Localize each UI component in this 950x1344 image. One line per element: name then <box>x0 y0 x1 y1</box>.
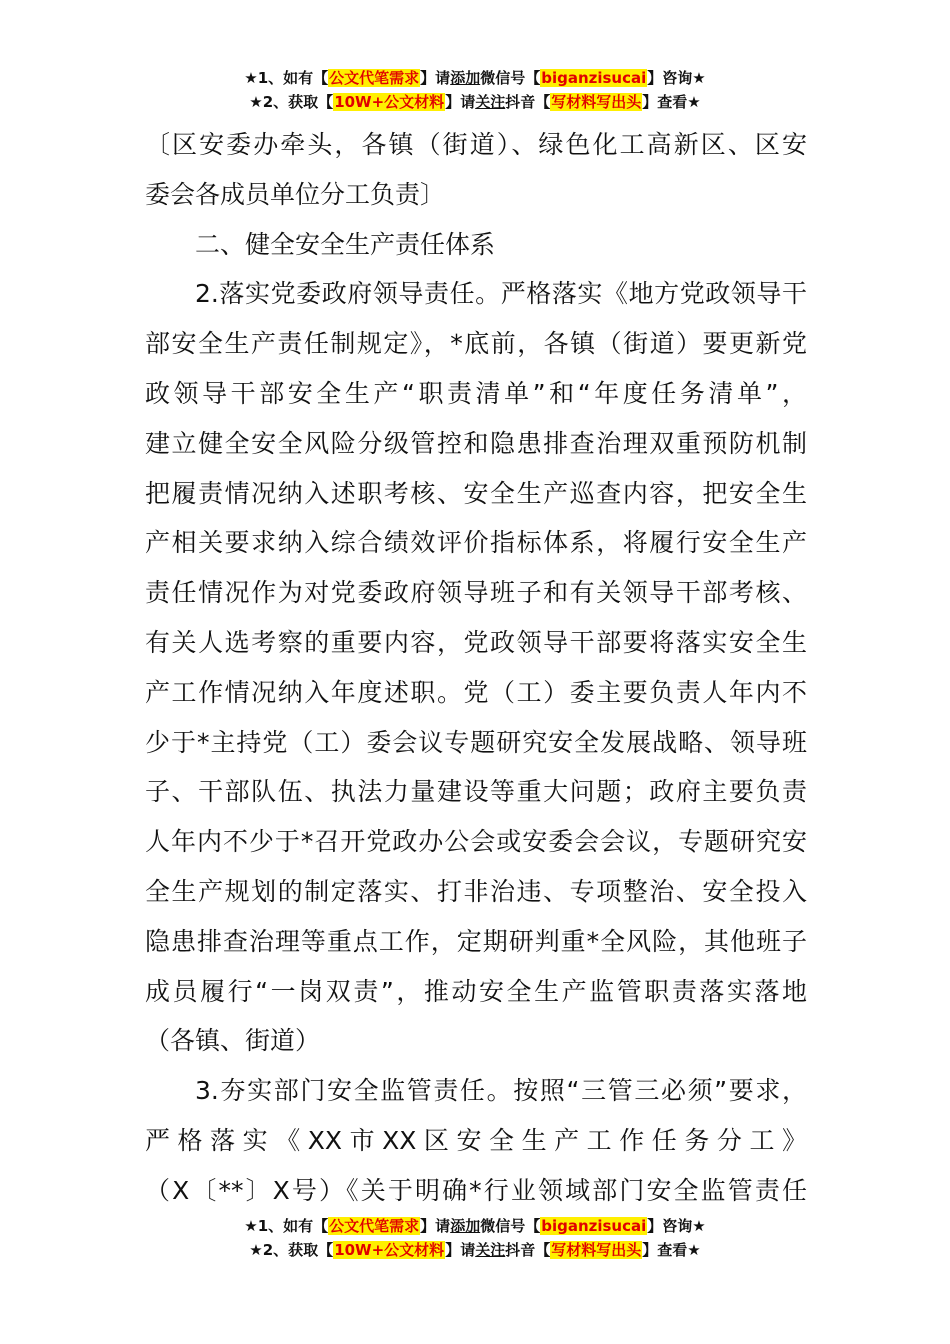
underlined-text: 关注 <box>475 1241 506 1259</box>
paragraph-line: 子、干部队伍、执法力量建设等重大问题；政府主要负责 <box>145 777 807 807</box>
banner-line-2: ★2、获取【10W+公文材料】请关注抖音【写材料写出头】查看★ <box>249 1241 701 1259</box>
banner-line-2: ★2、获取【10W+公文材料】请关注抖音【写材料写出头】查看★ <box>249 93 701 111</box>
banner-line-1: ★1、如有【公文代笔需求】请添加微信号【biganzisucai】咨询★ <box>244 69 706 87</box>
header-banner <box>0 66 950 114</box>
underlined-text: 添加 <box>450 69 481 87</box>
section-heading: 二、健全安全生产责任体系 <box>195 229 496 259</box>
underlined-text: 关注 <box>475 93 506 111</box>
highlight-text: 公文代笔需求 <box>329 69 420 87</box>
paragraph-line: 成员履行“一岗双责”，推动安全生产监管职责落实落地 <box>145 976 807 1006</box>
paragraph-line: 〔区安委办牵头，各镇（街道）、绿色化工高新区、区安 <box>145 130 807 159</box>
paragraph-line: 政领导干部安全生产“职责清单”和“年度任务清单”， <box>145 378 807 408</box>
banner-line-1: ★1、如有【公文代笔需求】请添加微信号【biganzisucai】咨询★ <box>244 1217 706 1235</box>
highlight-text: 写材料写出头 <box>551 93 642 111</box>
paragraph-line: 部安全生产责任制规定》，*底前，各镇（街道）要更新党 <box>145 329 807 359</box>
paragraph-line: 2.落实党委政府领导责任。严格落实《地方党政领导干 <box>195 279 807 309</box>
highlight-text: 10W+公文材料 <box>334 1241 445 1259</box>
paragraph-line: 少于*主持党（工）委会议专题研究安全发展战略、领导班 <box>145 727 807 757</box>
highlight-text: biganzisucai <box>541 69 647 87</box>
footer-banner <box>0 1214 950 1262</box>
paragraph-line: 产相关要求纳入综合绩效评价指标体系，将履行安全生产 <box>145 528 807 558</box>
paragraph-line: 有关人选考察的重要内容，党政领导干部要将落实安全生 <box>145 627 807 657</box>
paragraph-line: 3.夯实部门安全监管责任。按照“三管三必须”要求， <box>195 1076 807 1106</box>
paragraph-line: 人年内不少于*召开党政办公会或安委会会议，专题研究安 <box>145 827 807 857</box>
paragraph-line: （各镇、街道） <box>145 1026 321 1056</box>
paragraph-line: 委会各成员单位分工负责〕 <box>145 179 446 209</box>
underlined-text: 添加 <box>450 1217 481 1235</box>
highlight-text: biganzisucai <box>541 1217 647 1235</box>
paragraph-line: 建立健全安全风险分级管控和隐患排查治理双重预防机制 <box>145 428 807 458</box>
paragraph-line: 责任情况作为对党委政府领导班子和有关领导干部考核、 <box>145 578 807 608</box>
paragraph-line: （X〔**〕X号）《关于明确*行业领域部门安全监管责任 <box>145 1175 807 1205</box>
paragraph-line: 严格落实《XX市XX区安全生产工作任务分工》 <box>145 1125 807 1155</box>
highlight-text: 10W+公文材料 <box>334 93 445 111</box>
paragraph-line: 全生产规划的制定落实、打非治违、专项整治、安全投入 <box>145 876 807 906</box>
highlight-text: 公文代笔需求 <box>329 1217 420 1235</box>
paragraph-line: 把履责情况纳入述职考核、安全生产巡查内容，把安全生 <box>145 478 807 508</box>
document-body <box>145 120 807 1216</box>
paragraph-line: 产工作情况纳入年度述职。党（工）委主要负责人年内不 <box>145 677 807 707</box>
paragraph-line: 隐患排查治理等重点工作，定期研判重*全风险，其他班子 <box>145 926 807 956</box>
highlight-text: 写材料写出头 <box>551 1241 642 1259</box>
